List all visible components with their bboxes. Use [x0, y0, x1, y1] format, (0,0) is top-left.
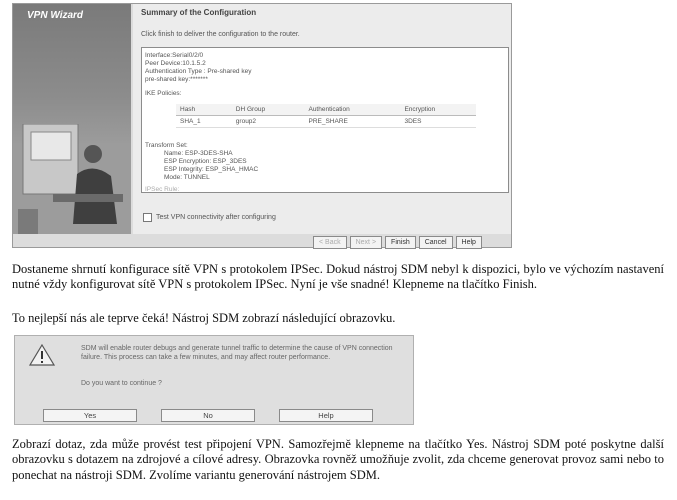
paragraph-summary: Dostaneme shrnutí konfigurace sítě VPN s protokolem IPSec. Dokud nástroj SDM nebyl k dispozici, bylo ve výchozím nastavení nutné vždy konfigurovat sítě VPN s protokolem IPSec. Nyní je vše snadné! Klepneme na tlačítko Finish. [12, 262, 664, 292]
table-cell: SHA_1 [176, 116, 232, 128]
summary-box[interactable] [141, 47, 509, 193]
wizard-content [133, 4, 511, 234]
summary-instruction: Click finish to deliver the configuration to the router. [141, 31, 300, 38]
column-header: Authentication [304, 104, 400, 116]
test-connectivity-option[interactable] [143, 213, 276, 222]
column-header: DH Group [232, 104, 305, 116]
help-button[interactable]: Help [279, 409, 373, 422]
config-line: Authentication Type : Pre-shared key [145, 68, 252, 75]
wizard-side-panel [13, 4, 131, 234]
sdm-warning-dialog [14, 335, 414, 425]
ipsec-rule-label: IPSec Rule: [145, 186, 180, 193]
help-button[interactable]: Help [456, 236, 482, 249]
finish-button[interactable]: Finish [385, 236, 416, 249]
vpn-wizard-screenshot [12, 3, 512, 248]
test-connectivity-checkbox[interactable] [143, 213, 152, 222]
transform-set-label: Transform Set: [145, 142, 188, 149]
table-cell: PRE_SHARE [304, 116, 400, 128]
ike-policies-label: IKE Policies: [145, 90, 182, 97]
column-header: Hash [176, 104, 232, 116]
config-line: Peer Device:10.1.5.2 [145, 60, 206, 67]
dialog-message: SDM will enable router debugs and generate tunnel traffic to determine the cause of VPN connection failure. This process can take a few minutes, and may affect router performance. [81, 345, 393, 361]
transform-line: ESP Integrity: ESP_SHA_HMAC [164, 166, 259, 173]
dialog-question: Do you want to continue ? [81, 380, 162, 387]
table-row [176, 116, 476, 128]
summary-title: Summary of the Configuration [141, 8, 257, 17]
config-line: Interface:Serial0/2/0 [145, 52, 204, 59]
cancel-button[interactable]: Cancel [419, 236, 453, 249]
wizard-illustration [13, 124, 131, 234]
warning-icon [29, 344, 55, 366]
no-button[interactable]: No [161, 409, 255, 422]
transform-line: Name: ESP-3DES-SHA [164, 150, 233, 157]
paragraph-test-connection: Zobrazí dotaz, zda může provést test připojení VPN. Samozřejmě klepneme na tlačítko Yes. Nástroj SDM poté poskytne další obrazovku s dotazem na zdrojové a cílové adresy. Obrazovka rovněž umožňuje zvolit, zda chceme generovat provoz sami nebo to ponechat na nástroji SDM. Zvolíme variantu generování nástrojem SDM. [12, 437, 664, 482]
wizard-button-bar [313, 236, 482, 249]
wizard-title: VPN Wizard [27, 10, 84, 21]
ike-policies-table [176, 104, 476, 128]
config-line: pre-shared key:******* [145, 76, 208, 83]
next-button[interactable]: Next > [350, 236, 382, 249]
column-header: Encryption [400, 104, 476, 116]
yes-button[interactable]: Yes [43, 409, 137, 422]
back-button[interactable]: < Back [313, 236, 347, 249]
paragraph-intro-dialog: To nejlepší nás ale teprve čeká! Nástroj SDM zobrazí následující obrazovku. [12, 311, 396, 325]
table-cell: group2 [232, 116, 305, 128]
transform-line: ESP Encryption: ESP_3DES [164, 158, 247, 165]
table-header-row [176, 104, 476, 116]
test-connectivity-label: Test VPN connectivity after configuring [156, 214, 276, 221]
transform-line: Mode: TUNNEL [164, 174, 210, 181]
table-cell: 3DES [400, 116, 476, 128]
